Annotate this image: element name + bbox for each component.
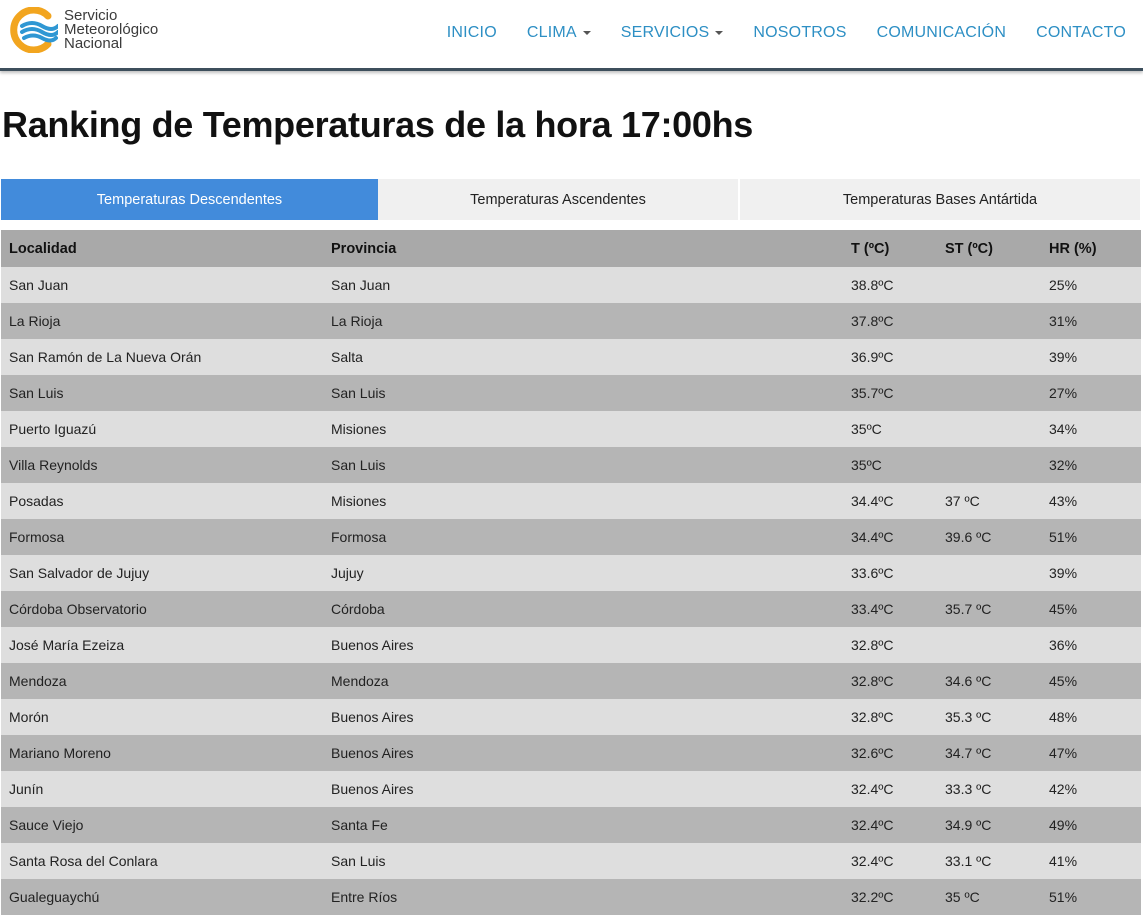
cell-provincia: Buenos Aires [323, 771, 843, 807]
page-title: Ranking de Temperaturas de la hora 17:00hs [2, 104, 753, 145]
smn-logo-icon [8, 7, 58, 53]
table-row [1, 663, 1141, 699]
nav-servicios[interactable] [621, 24, 724, 42]
cell-localidad: Formosa [1, 519, 323, 555]
cell-temperatura: 34.4ºC [843, 519, 937, 555]
table-row [1, 591, 1141, 627]
cell-localidad: Sauce Viejo [1, 807, 323, 843]
table-row [1, 267, 1141, 303]
cell-temperatura: 35ºC [843, 411, 937, 447]
cell-localidad: Gualeguaychú [1, 879, 323, 915]
cell-temperatura: 32.8ºC [843, 627, 937, 663]
cell-provincia: San Luis [323, 375, 843, 411]
cell-humedad: 41% [1041, 843, 1141, 879]
cell-temperatura: 32.8ºC [843, 699, 937, 735]
cell-humedad: 31% [1041, 303, 1141, 339]
cell-sensacion-termica [937, 303, 1041, 339]
cell-temperatura: 36.9ºC [843, 339, 937, 375]
cell-provincia: Mendoza [323, 663, 843, 699]
caret-down-icon [715, 31, 723, 35]
cell-temperatura: 33.6ºC [843, 555, 937, 591]
cell-localidad: La Rioja [1, 303, 323, 339]
tab-ascendentes-label: Temperaturas Ascendentes [470, 191, 646, 208]
col-header-localidad: Localidad [1, 230, 323, 267]
nav-contacto[interactable] [1036, 24, 1126, 42]
cell-localidad: Villa Reynolds [1, 447, 323, 483]
cell-temperatura: 37.8ºC [843, 303, 937, 339]
cell-provincia: San Juan [323, 267, 843, 303]
nav-clima-label: CLIMA [526, 24, 577, 41]
cell-localidad: Santa Rosa del Conlara [1, 843, 323, 879]
table-row [1, 411, 1141, 447]
cell-humedad: 36% [1041, 627, 1141, 663]
cell-provincia: Buenos Aires [323, 735, 843, 771]
cell-sensacion-termica [937, 555, 1041, 591]
cell-sensacion-termica: 33.1 ºC [937, 843, 1041, 879]
cell-humedad: 49% [1041, 807, 1141, 843]
cell-humedad: 34% [1041, 411, 1141, 447]
nav-nosotros-label: NOSOTROS [753, 24, 847, 41]
cell-sensacion-termica [937, 267, 1041, 303]
cell-humedad: 51% [1041, 519, 1141, 555]
table-row [1, 483, 1141, 519]
col-header-sensacion-termica: ST (ºC) [937, 230, 1041, 267]
cell-sensacion-termica [937, 627, 1041, 663]
col-header-provincia: Provincia [323, 230, 843, 267]
brand-line-2: Meteorológico [64, 21, 159, 38]
cell-localidad: Junín [1, 771, 323, 807]
cell-humedad: 27% [1041, 375, 1141, 411]
cell-humedad: 45% [1041, 663, 1141, 699]
cell-localidad: Mariano Moreno [1, 735, 323, 771]
col-header-temperatura: T (ºC) [843, 230, 937, 267]
cell-localidad: Puerto Iguazú [1, 411, 323, 447]
table-row [1, 555, 1141, 591]
table-row [1, 879, 1141, 915]
cell-temperatura: 32.4ºC [843, 843, 937, 879]
cell-provincia: Formosa [323, 519, 843, 555]
table-row [1, 339, 1141, 375]
cell-localidad: San Ramón de La Nueva Orán [1, 339, 323, 375]
cell-temperatura: 35ºC [843, 447, 937, 483]
nav-clima[interactable] [527, 24, 591, 42]
caret-down-icon [583, 31, 591, 35]
cell-humedad: 32% [1041, 447, 1141, 483]
cell-sensacion-termica: 34.7 ºC [937, 735, 1041, 771]
brand-logo[interactable] [8, 4, 208, 56]
cell-humedad: 51% [1041, 879, 1141, 915]
cell-localidad: Córdoba Observatorio [1, 591, 323, 627]
tab-antartida-label: Temperaturas Bases Antártida [842, 191, 1038, 208]
cell-humedad: 43% [1041, 483, 1141, 519]
table-row [1, 447, 1141, 483]
nav-inicio-label: INICIO [446, 24, 497, 41]
cell-temperatura: 38.8ºC [843, 267, 937, 303]
cell-sensacion-termica [937, 447, 1041, 483]
cell-temperatura: 32.8ºC [843, 663, 937, 699]
cell-temperatura: 32.6ºC [843, 735, 937, 771]
table-row [1, 519, 1141, 555]
cell-temperatura: 34.4ºC [843, 483, 937, 519]
cell-provincia: Buenos Aires [323, 627, 843, 663]
cell-provincia: Entre Ríos [323, 879, 843, 915]
table-row [1, 303, 1141, 339]
cell-localidad: José María Ezeiza [1, 627, 323, 663]
cell-sensacion-termica [937, 411, 1041, 447]
cell-sensacion-termica: 37 ºC [937, 483, 1041, 519]
cell-provincia: San Luis [323, 843, 843, 879]
cell-provincia: Misiones [323, 483, 843, 519]
cell-temperatura: 35.7ºC [843, 375, 937, 411]
cell-temperatura: 32.2ºC [843, 879, 937, 915]
cell-localidad: San Juan [1, 267, 323, 303]
cell-humedad: 39% [1041, 555, 1141, 591]
cell-provincia: Misiones [323, 411, 843, 447]
table-body [1, 267, 1141, 915]
main-nav [417, 0, 1126, 66]
brand-name [64, 9, 158, 51]
table-row [1, 843, 1141, 879]
tab-descendentes-label: Temperaturas Descendentes [96, 191, 283, 208]
cell-provincia: San Luis [323, 447, 843, 483]
cell-sensacion-termica: 33.3 ºC [937, 771, 1041, 807]
cell-provincia: Santa Fe [323, 807, 843, 843]
cell-humedad: 47% [1041, 735, 1141, 771]
cell-provincia: Córdoba [323, 591, 843, 627]
table-row [1, 771, 1141, 807]
col-header-humedad: HR (%) [1041, 230, 1141, 267]
cell-sensacion-termica: 35 ºC [937, 879, 1041, 915]
brand-line-1: Servicio [64, 7, 118, 24]
ranking-tabs [1, 179, 1140, 220]
cell-humedad: 25% [1041, 267, 1141, 303]
table-row [1, 807, 1141, 843]
cell-provincia: La Rioja [323, 303, 843, 339]
nav-servicios-label: SERVICIOS [620, 24, 710, 41]
cell-humedad: 39% [1041, 339, 1141, 375]
cell-localidad: Posadas [1, 483, 323, 519]
tab-descendentes[interactable] [1, 179, 378, 220]
table-row [1, 699, 1141, 735]
cell-sensacion-termica: 35.3 ºC [937, 699, 1041, 735]
cell-localidad: Morón [1, 699, 323, 735]
tab-ascendentes[interactable] [378, 179, 740, 220]
brand-line-3: Nacional [64, 35, 123, 52]
nav-comunicacion-label: COMUNICACIÓN [876, 24, 1007, 41]
cell-localidad: San Luis [1, 375, 323, 411]
cell-temperatura: 32.4ºC [843, 807, 937, 843]
tab-antartida[interactable] [740, 179, 1140, 220]
nav-inicio[interactable] [447, 24, 497, 42]
cell-localidad: San Salvador de Jujuy [1, 555, 323, 591]
cell-provincia: Buenos Aires [323, 699, 843, 735]
cell-sensacion-termica [937, 375, 1041, 411]
table-row [1, 627, 1141, 663]
cell-provincia: Salta [323, 339, 843, 375]
table-header-row [1, 230, 1141, 267]
nav-contacto-label: CONTACTO [1036, 24, 1126, 41]
cell-temperatura: 32.4ºC [843, 771, 937, 807]
nav-comunicacion[interactable] [877, 24, 1007, 42]
cell-temperatura: 33.4ºC [843, 591, 937, 627]
table-row [1, 375, 1141, 411]
cell-sensacion-termica [937, 339, 1041, 375]
table-row [1, 735, 1141, 771]
navbar [0, 0, 1143, 71]
cell-humedad: 42% [1041, 771, 1141, 807]
cell-sensacion-termica: 39.6 ºC [937, 519, 1041, 555]
cell-localidad: Mendoza [1, 663, 323, 699]
cell-sensacion-termica: 34.9 ºC [937, 807, 1041, 843]
cell-sensacion-termica: 35.7 ºC [937, 591, 1041, 627]
cell-provincia: Jujuy [323, 555, 843, 591]
temperature-ranking-table [1, 230, 1141, 915]
cell-sensacion-termica: 34.6 ºC [937, 663, 1041, 699]
nav-nosotros[interactable] [753, 24, 846, 42]
cell-humedad: 48% [1041, 699, 1141, 735]
cell-humedad: 45% [1041, 591, 1141, 627]
